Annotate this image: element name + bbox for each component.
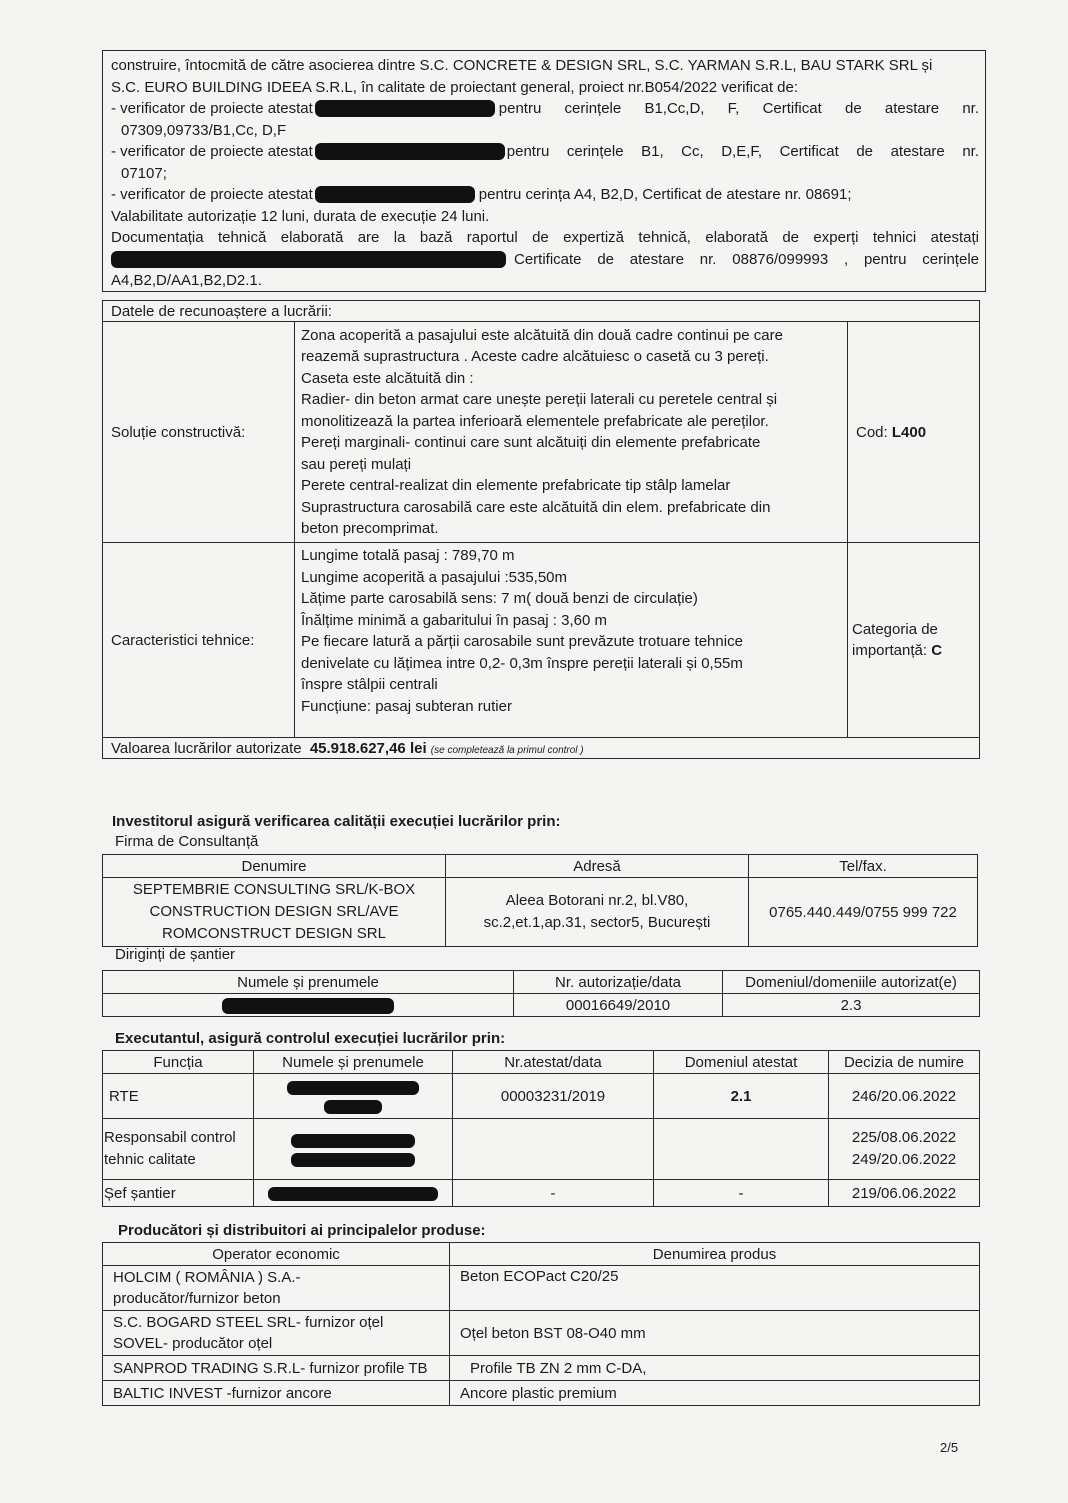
consultancy-table bbox=[102, 854, 978, 947]
verifier-req: pentru cerința A4, B2,D, Certificat de atestare nr. 08691; bbox=[478, 186, 852, 203]
solutie-label: Soluție constructivă: bbox=[103, 322, 295, 543]
permit-line: 07309,09733/B1,Cc, D,F bbox=[121, 121, 287, 139]
caract-line: Funcțiune: pasaj subteran rutier bbox=[301, 697, 512, 715]
firm-address bbox=[446, 878, 749, 947]
sef-domeniu: - bbox=[654, 1180, 829, 1207]
permit-line: construire, întocmită de către asocierea dintre S.C. CONCRETE & DESIGN SRL, S.C. YARMAN S.R.L, BAU STARK SRL și bbox=[111, 57, 933, 74]
permit-line: S.C. EURO BUILDING IDEEA S.R.L, în calitate de proiectant general, proiect nr.B054/2022 verificat de: bbox=[111, 78, 799, 96]
solutie-description bbox=[295, 322, 848, 543]
sef-nr: - bbox=[453, 1180, 654, 1207]
verifier-req: pentru cerințele B1,Cc,D, F, Certificat de atestare nr. bbox=[498, 100, 979, 117]
caract-description bbox=[295, 543, 848, 738]
caract-line: Pe fiecare latură a părții carosabile sunt prevăzute trotuare tehnice bbox=[301, 633, 743, 650]
category-label: Categoria de bbox=[852, 621, 938, 638]
expert-certificate: Certificate de atestare nr. 08876/099993 , pentru cerințele bbox=[514, 250, 979, 268]
cod-value: L400 bbox=[891, 423, 927, 441]
redaction-mark bbox=[111, 251, 506, 268]
firm-address-line: sc.2,et.1,ap.31, sector5, București bbox=[483, 914, 711, 931]
executant-title: Executantul, asigură controlul execuției lucrărilor prin: bbox=[115, 1030, 506, 1047]
investor-title: Investitorul asigură verificarea calității execuției lucrărilor prin: bbox=[112, 813, 561, 830]
rte-name-redacted bbox=[254, 1074, 453, 1119]
rtc-decizie bbox=[829, 1119, 980, 1180]
operator-line: SOVEL- producător oțel bbox=[113, 1335, 273, 1352]
rtc-nr bbox=[453, 1119, 654, 1180]
product-cell: Beton ECOPact C20/25 bbox=[450, 1266, 980, 1311]
product-cell: Ancore plastic premium bbox=[450, 1381, 980, 1406]
verifier-label: - verificator de proiecte atestat bbox=[111, 186, 313, 203]
solutie-line: monolitizează la partea inferioară elementele prefabricate ale pereților. bbox=[301, 412, 769, 430]
header-nr-autorizatie: Nr. autorizație/data bbox=[514, 971, 723, 994]
rte-domeniu: 2.1 bbox=[654, 1074, 829, 1119]
sef-label: Șef șantier bbox=[103, 1180, 254, 1207]
header-domeniu-atestat: Domeniul atestat bbox=[654, 1051, 829, 1074]
permit-line: Documentația tehnică elaborată are la bază raportul de expertiză tehnică, elaborată de experți tehnici atestați bbox=[111, 229, 979, 246]
firm-address-line: Aleea Botorani nr.2, bl.V80, bbox=[505, 892, 689, 909]
solutie-line: reazemă suprastructura . Aceste cadre alcătuiesc o casetă cu 3 pereți. bbox=[301, 348, 769, 365]
product-cell: Profile TB ZN 2 mm C-DA, bbox=[450, 1356, 980, 1381]
rtc-decizie-line: 249/20.06.2022 bbox=[851, 1151, 957, 1168]
operator-cell: BALTIC INVEST -furnizor ancore bbox=[103, 1381, 450, 1406]
category-value: C bbox=[931, 642, 943, 659]
operator-cell: SANPROD TRADING S.R.L- furnizor profile TB bbox=[103, 1356, 450, 1381]
valoare-value: 45.918.627,46 bbox=[309, 739, 406, 757]
header-operator: Operator economic bbox=[103, 1243, 450, 1266]
redaction-mark bbox=[315, 143, 505, 160]
sef-name-redacted bbox=[254, 1180, 453, 1207]
verifier-row bbox=[111, 98, 979, 120]
verifier-req: pentru cerințele B1, Cc, D,E,F, Certificat de atestare nr. bbox=[506, 143, 979, 160]
valoare-note: (se completează la primul control ) bbox=[430, 744, 584, 756]
solutie-line: Zona acoperită a pasajului este alcătuită din două cadre continui pe care bbox=[301, 326, 783, 344]
header-decizia: Decizia de numire bbox=[829, 1051, 980, 1074]
rte-decizie: 246/20.06.2022 bbox=[829, 1074, 980, 1119]
caract-line: Înălțime minimă a gabaritului în pasaj : 3,60 m bbox=[301, 611, 607, 629]
dirigint-domeniu: 2.3 bbox=[723, 994, 980, 1017]
redaction-mark bbox=[315, 186, 475, 203]
header-numele: Numele și prenumele bbox=[103, 971, 514, 994]
operator-line: S.C. BOGARD STEEL SRL- furnizor oțel bbox=[113, 1314, 384, 1331]
caract-label: Caracteristici tehnice: bbox=[103, 543, 295, 738]
expert-row bbox=[111, 249, 979, 271]
firm-name-line: CONSTRUCTION DESIGN SRL/AVE bbox=[149, 903, 399, 920]
caract-line: înspre stâlpii centrali bbox=[301, 676, 438, 693]
cod-label: Cod: bbox=[856, 423, 888, 441]
producers-title: Producători și distribuitori ai principalelor produse: bbox=[118, 1222, 486, 1239]
rtc-domeniu bbox=[654, 1119, 829, 1180]
recognition-title: Datele de recunoaștere a lucrării: bbox=[103, 301, 980, 322]
redaction-mark bbox=[315, 100, 495, 117]
verifier-row bbox=[111, 141, 979, 163]
rtc-label-line: Responsabil control bbox=[104, 1129, 236, 1146]
dirigint-nr: 00016649/2010 bbox=[514, 994, 723, 1017]
header-numele: Numele și prenumele bbox=[254, 1051, 453, 1074]
caract-line: denivelate cu lățimea intre 0,2- 0,3m înspre pereții laterali și 0,55m bbox=[301, 654, 743, 672]
dirigint-name-redacted bbox=[103, 994, 514, 1017]
solutie-line: beton precomprimat. bbox=[301, 520, 439, 537]
dirigint-table bbox=[102, 970, 980, 1017]
verifier-label: - verificator de proiecte atestat bbox=[111, 143, 313, 160]
rte-nr: 00003231/2019 bbox=[453, 1074, 654, 1119]
permit-line: Valabilitate autorizație 12 luni, durata de execuție 24 luni. bbox=[111, 207, 490, 225]
permit-text-box bbox=[102, 50, 986, 292]
solutie-line: Caseta este alcătuită din : bbox=[301, 369, 474, 387]
recognition-table bbox=[102, 300, 980, 759]
cod-cell bbox=[848, 322, 980, 543]
header-functia: Funcția bbox=[103, 1051, 254, 1074]
header-produs: Denumirea produs bbox=[450, 1243, 980, 1266]
solutie-line: sau pereți mulați bbox=[301, 455, 412, 473]
valoare-unit: lei bbox=[409, 739, 427, 757]
verifier-label: - verificator de proiecte atestat bbox=[111, 100, 313, 117]
header-tel: Tel/fax. bbox=[749, 855, 978, 878]
firm-name bbox=[103, 878, 446, 947]
caract-line: Lungime totală pasaj : 789,70 m bbox=[301, 547, 515, 564]
operator-cell bbox=[103, 1311, 450, 1356]
executant-table bbox=[102, 1050, 980, 1207]
firma-title: Firma de Consultanță bbox=[115, 833, 259, 850]
rtc-decizie-line: 225/08.06.2022 bbox=[851, 1129, 957, 1146]
firm-name-line: ROMCONSTRUCT DESIGN SRL bbox=[162, 925, 386, 942]
dirigint-title: Diriginți de șantier bbox=[115, 946, 236, 963]
solutie-line: Perete central-realizat din elemente prefabricate tip stâlp lamelar bbox=[301, 477, 731, 494]
rte-label: RTE bbox=[103, 1074, 254, 1119]
sef-decizie: 219/06.06.2022 bbox=[829, 1180, 980, 1207]
category-cell bbox=[848, 543, 980, 738]
permit-line: 07107; bbox=[121, 164, 167, 182]
rtc-name-redacted bbox=[254, 1119, 453, 1180]
header-denumire: Denumire bbox=[103, 855, 446, 878]
page-number: 2/5 bbox=[940, 1440, 959, 1455]
solutie-line: Suprastructura carosabilă care este alcătuită din elem. prefabricate din bbox=[301, 498, 771, 516]
operator-line: producător/furnizor beton bbox=[113, 1290, 281, 1307]
solutie-line: Pereți marginali- continui care sunt alcătuiți din elemente prefabricate bbox=[301, 434, 761, 451]
permit-line: A4,B2,D/AA1,B2,D2.1. bbox=[111, 272, 262, 289]
rtc-label-line: tehnic calitate bbox=[104, 1151, 196, 1168]
valoare-row bbox=[103, 738, 980, 759]
operator-line: HOLCIM ( ROMÂNIA ) S.A.- bbox=[113, 1269, 301, 1286]
valoare-label: Valoarea lucrărilor autorizate bbox=[111, 739, 302, 757]
header-adresa: Adresă bbox=[446, 855, 749, 878]
caract-line: Lățime parte carosabilă sens: 7 m( două benzi de circulație) bbox=[301, 590, 698, 607]
firm-phone: 0765.440.449/0755 999 722 bbox=[749, 878, 978, 947]
rtc-label bbox=[103, 1119, 254, 1180]
operator-cell bbox=[103, 1266, 450, 1311]
verifier-row bbox=[111, 184, 979, 206]
product-cell: Oțel beton BST 08-O40 mm bbox=[450, 1311, 980, 1356]
solutie-line: Radier- din beton armat care unește pereții laterali cu peretele central și bbox=[301, 391, 778, 408]
producers-table bbox=[102, 1242, 980, 1406]
category-label: importanță: bbox=[852, 642, 928, 659]
caract-line: Lungime acoperită a pasajului :535,50m bbox=[301, 568, 568, 586]
firm-name-line: SEPTEMBRIE CONSULTING SRL/K-BOX bbox=[132, 881, 416, 898]
header-domeniu: Domeniul/domeniile autorizat(e) bbox=[723, 971, 980, 994]
header-nr-atestat: Nr.atestat/data bbox=[453, 1051, 654, 1074]
